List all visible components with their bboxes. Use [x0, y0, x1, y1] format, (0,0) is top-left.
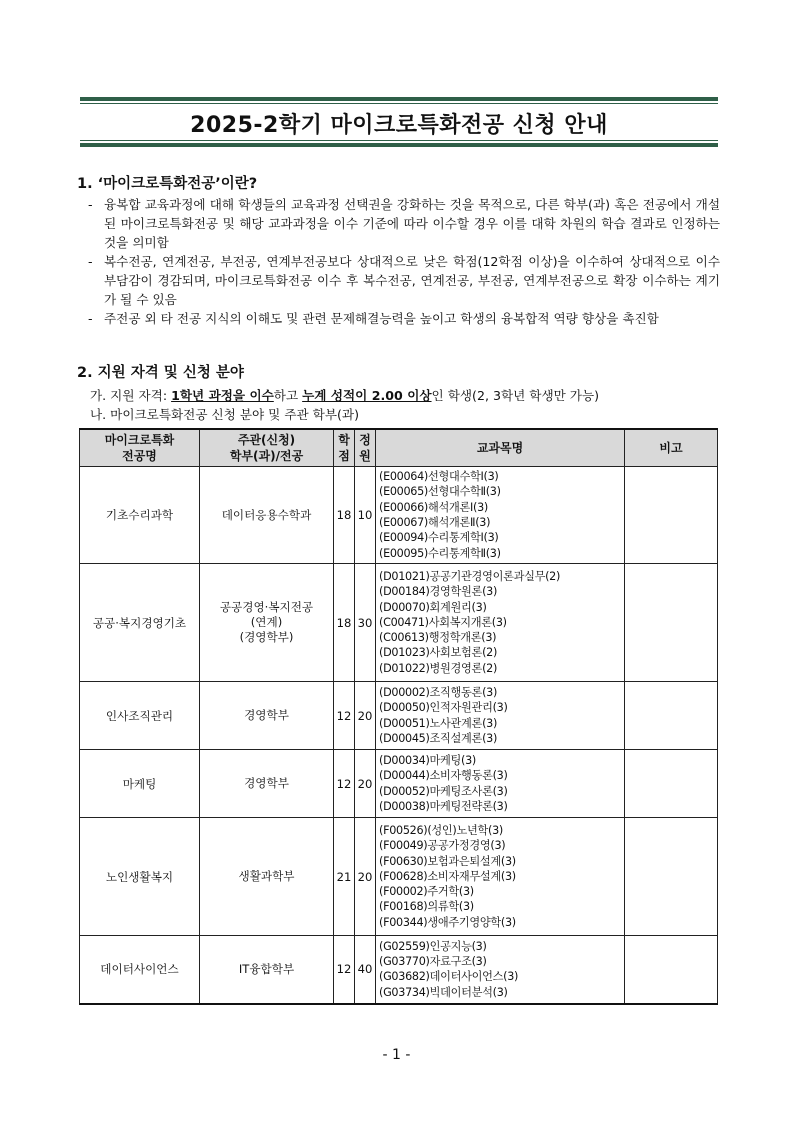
eligibility-suffix: 인 학생(2, 3학년 학생만 가능)	[431, 388, 600, 403]
title-bottom-rule-thin	[80, 140, 718, 141]
eligibility-mid: 하고	[273, 388, 303, 403]
course-item: (D00044)소비자행동론(3)	[379, 769, 508, 783]
title-top-rule-thin	[80, 103, 718, 104]
course-item: (E00094)수리통계학Ⅰ(3)	[379, 531, 499, 545]
eligibility-req-2: 누계 성적이 2.00 이상	[302, 388, 432, 403]
page-title: 2025-2학기 마이크로특화전공 신청 안내	[190, 113, 608, 138]
course-item: (F00630)보험과은퇴설계(3)	[379, 854, 516, 868]
table-row	[80, 750, 718, 818]
credits-cell: 12	[334, 750, 355, 818]
course-item: (D00052)마케팅조사론(3)	[379, 784, 508, 798]
courses-cell	[376, 564, 625, 682]
course-item: (F00526)(성인)노년학(3)	[379, 823, 503, 837]
department-cell: 경영학부	[200, 750, 334, 818]
course-item: (G03682)데이터사이언스(3)	[379, 970, 519, 984]
course-item: (D00045)조직설계론(3)	[379, 731, 498, 745]
course-item: (D00184)경영학원론(3)	[379, 585, 498, 599]
course-item: (F00002)주거학(3)	[379, 885, 474, 899]
eligibility-prefix: 가. 지원 자격:	[90, 388, 172, 403]
title-top-rule	[80, 97, 718, 101]
course-item: (E00067)해석개론Ⅱ(3)	[379, 516, 491, 529]
course-item: (C00471)사회복지개론(3)	[379, 615, 507, 629]
page-number: - 1 -	[382, 1047, 411, 1063]
note-cell	[625, 818, 718, 936]
eligibility-req-1: 1학년 과정을 이수	[171, 388, 274, 403]
course-item: (E00065)선형대수학Ⅱ(3)	[379, 485, 501, 499]
course-item: (D00050)인적자원관리(3)	[379, 701, 508, 715]
note-cell	[625, 750, 718, 818]
course-item: (F00049)공공가정경영(3)	[379, 839, 506, 853]
header-quota: 정 원	[355, 429, 376, 467]
course-item: (E00064)선형대수학Ⅰ(3)	[379, 470, 499, 484]
program-name-cell: 노인생활복지	[80, 818, 200, 936]
header-note: 비고	[625, 429, 718, 467]
note-cell	[625, 564, 718, 682]
credits-cell: 18	[334, 467, 355, 564]
courses-cell	[376, 936, 625, 1004]
course-item: (E00066)해석개론Ⅰ(3)	[379, 500, 488, 514]
table-row	[80, 818, 718, 936]
table-row	[80, 936, 718, 1004]
credits-cell: 12	[334, 682, 355, 750]
quota-cell: 40	[355, 936, 376, 1004]
header-department: 주관(신청) 학부(과)/전공	[200, 429, 334, 467]
note-cell	[625, 467, 718, 564]
program-name-cell: 마케팅	[80, 750, 200, 818]
program-name-cell: 기초수리과학	[80, 467, 200, 564]
title-bottom-rule	[80, 143, 718, 147]
course-item: (G03734)빅데이터분석(3)	[379, 985, 508, 999]
table-row	[80, 682, 718, 750]
bullet-item: - 융복합 교육과정에 대해 학생들의 교육과정 선택권을 강화하는 것을 목적으로, 다른 학부(과) 혹은 전공에서 개설된 마이크로특화전공 및 해당 교과과정을 이수 기준에 따라 이수할 경우 이를 대학 차원의 학습 결과로 인정하는 것을 의미함	[88, 197, 720, 250]
program-name-cell: 데이터사이언스	[80, 936, 200, 1004]
table-row	[80, 564, 718, 682]
course-item: (D00034)마케팅(3)	[379, 753, 477, 767]
department-cell: 경영학부	[200, 682, 334, 750]
program-name-cell: 공공·복지경영기초	[80, 564, 200, 682]
table-header-row	[80, 429, 718, 467]
header-program-name: 마이크로특화 전공명	[80, 429, 200, 467]
bullet-item: - 주전공 외 타 전공 지식의 이해도 및 관련 문제해결능력을 높이고 학생의 융복합적 역량 향상을 촉진함	[88, 311, 659, 326]
section1-bullets	[88, 195, 720, 328]
table-body	[80, 467, 718, 1004]
course-item: (E00095)수리통계학Ⅱ(3)	[379, 546, 501, 560]
quota-cell: 20	[355, 818, 376, 936]
course-item: (G03770)자료구조(3)	[379, 954, 487, 968]
courses-cell	[376, 750, 625, 818]
department-cell: IT융합학부	[200, 936, 334, 1004]
credits-cell: 12	[334, 936, 355, 1004]
course-item: (D01022)병원경영론(2)	[379, 661, 498, 675]
bullet-text: 복수전공, 연계전공, 부전공, 연계부전공보다 상대적으로 낮은 학점(12학점 이상)을 이수하여 상대적으로 이수 부담감이 경감되며, 마이크로특화전공 이수 후 복수전공, 연계전공, 부전공, 연계부전공으로 확장 이수하는 계기가 될 수 있음	[104, 254, 720, 307]
course-item: (F00168)의류학(3)	[379, 900, 474, 914]
course-item: (F00628)소비자재무설계(3)	[379, 869, 516, 883]
course-item: (G02559)인공지능(3)	[379, 939, 487, 953]
title-band	[80, 97, 718, 147]
bullet-item: - 복수전공, 연계전공, 부전공, 연계부전공보다 상대적으로 낮은 학점(12학점 이상)을 이수하여 상대적으로 이수 부담감이 경감되며, 마이크로특화전공 이수 후 복수전공, 연계전공, 부전공, 연계부전공으로 확장 이수하는 계기가 될 수 있음	[88, 254, 720, 307]
course-item: (D00002)조직행동론(3)	[379, 685, 498, 699]
course-item: (D00038)마케팅전략론(3)	[379, 799, 508, 813]
note-cell	[625, 682, 718, 750]
program-name-cell: 인사조직관리	[80, 682, 200, 750]
courses-cell	[376, 682, 625, 750]
table-row	[80, 467, 718, 564]
course-item: (D00070)회계원리(3)	[379, 600, 487, 614]
program-table	[79, 428, 718, 1005]
department-cell: 공공경영·복지전공 (연계) (경영학부)	[200, 564, 334, 682]
course-item: (D01021)공공기관경영이론과실무(2)	[379, 569, 561, 583]
header-credits: 학 점	[334, 429, 355, 467]
course-item: (D01023)사회보험론(2)	[379, 646, 498, 660]
course-item: (C00613)행정학개론(3)	[379, 631, 497, 645]
header-courses: 교과목명	[376, 429, 625, 467]
department-cell: 생활과학부	[200, 818, 334, 936]
section1-heading: 1. ‘마이크로특화전공’이란?	[77, 176, 258, 192]
courses-cell	[376, 818, 625, 936]
quota-cell: 10	[355, 467, 376, 564]
courses-cell	[376, 467, 625, 564]
quota-cell: 20	[355, 750, 376, 818]
fields-line: 나. 마이크로특화전공 신청 분야 및 주관 학부(과)	[90, 407, 359, 422]
credits-cell: 21	[334, 818, 355, 936]
course-item: (D00051)노사관계론(3)	[379, 716, 498, 730]
eligibility-line	[90, 385, 599, 404]
bullet-text: 주전공 외 타 전공 지식의 이해도 및 관련 문제해결능력을 높이고 학생의 융복합적 역량 향상을 촉진함	[104, 311, 659, 326]
department-cell: 데이터응용수학과	[200, 467, 334, 564]
credits-cell: 18	[334, 564, 355, 682]
quota-cell: 20	[355, 682, 376, 750]
bullet-text: 융복합 교육과정에 대해 학생들의 교육과정 선택권을 강화하는 것을 목적으로, 다른 학부(과) 혹은 전공에서 개설된 마이크로특화전공 및 해당 교과과정을 이수 기준에 따라 이수할 경우 이를 대학 차원의 학습 결과로 인정하는 것을 의미함	[104, 197, 720, 250]
course-item: (F00344)생애주기영양학(3)	[379, 915, 516, 929]
note-cell	[625, 936, 718, 1004]
section2-heading: 2. 지원 자격 및 신청 분야	[77, 365, 244, 381]
quota-cell: 30	[355, 564, 376, 682]
